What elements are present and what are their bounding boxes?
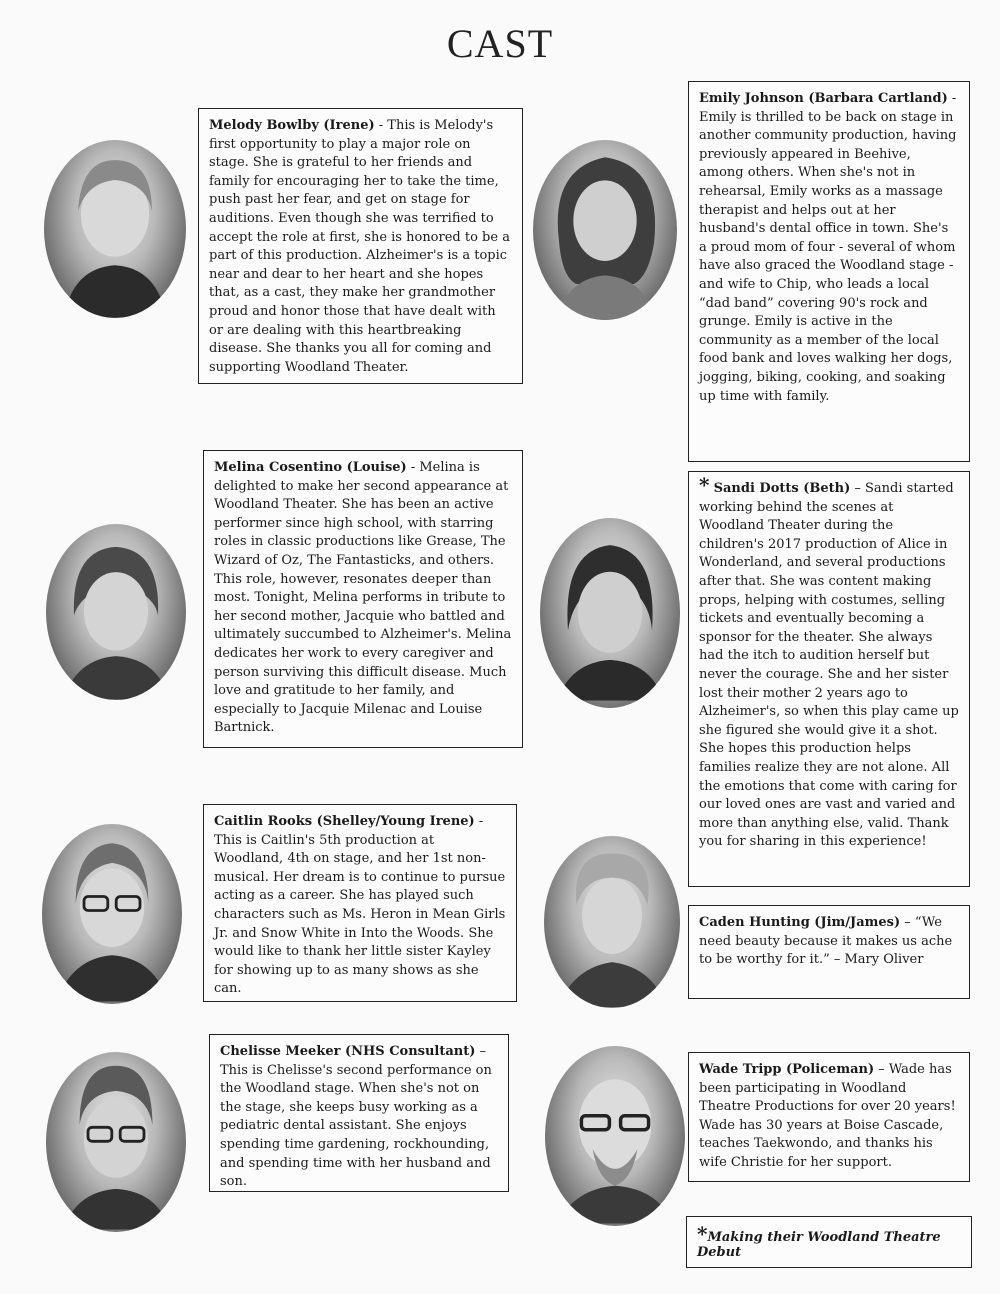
bio-sandi-dotts: * Sandi Dotts (Beth) – Sandi started working behind the scenes at Woodland Theater during the children's 2017 production of Alice in Wonderland, and several productions after that. She was content making props, helping with costumes, selling tickets and eventually becoming a sponsor for the theater. She always had the itch to audition herself but never the courage. She and her sister lost their mother 2 years ago to Alzheimer's, so when this play came up she figured she would give it a shot. She hopes this production helps families realize they are not alone. All the emotions that come with caring for our loved ones are vast and varied and more than anything else, valid. Thank you for sharing in this experience!	[688, 471, 970, 887]
cast-bio: Wade has been participating in Woodland Theatre Productions for over 20 years! Wade has 30 years at Boise Cascade, teaches Taekwondo, and thanks his wife Christie for her support.	[699, 1062, 956, 1170]
bio-wade-tripp: Wade Tripp (Policeman) – Wade has been participating in Woodland Theatre Productions for over 20 years! Wade has 30 years at Boise Cascade, teaches Taekwondo, and thanks his wife Christie for her support.	[688, 1052, 970, 1182]
portrait-emily-johnson	[533, 140, 677, 320]
portrait-chelisse-meeker	[46, 1052, 186, 1232]
page-title: CAST	[446, 21, 554, 66]
cast-bio: “We need beauty because it makes us ache to be worthy for it.” – Mary Oliver	[699, 915, 953, 968]
debut-star: *	[699, 473, 710, 497]
bio-emily-johnson: Emily Johnson (Barbara Cartland) - Emily is thrilled to be back on stage in another community production, having previously appeared in Beehive, among others. When she's not in rehearsal, Emily works as a massage therapist and helps out at her husband's dental office in town. She's a proud mom of four - several of whom have also graced the Woodland stage - and wife to Chip, who leads a local “dad band” covering 90's rock and grunge. Emily is active in the community as a member of the local food bank and loves walking her dogs, jogging, biking, cooking, and soaking up time with family.	[688, 81, 970, 462]
cast-name: Wade Tripp (Policeman)	[699, 1062, 875, 1077]
debut-note	[686, 1216, 972, 1268]
portrait-melody-bowlby	[44, 140, 186, 318]
cast-bio: This is Chelisse's second performance on the Woodland stage. When she's not on the stage, she keeps busy working as a pediatric dental assistant. She enjoys spending time gardening, rockhounding, and spending time with her husband and son.	[220, 1062, 492, 1190]
cast-bio: This is Melody's first opportunity to play a major role on stage. She is grateful to her friends and family for encouraging her to take the time, push past her fear, and get on stage for auditions. Even though she was terrified to accept the role at first, she is honored to be a part of this production. Alzheimer's is a topic near and dear to her heart and she hopes that, as a cast, they make her grandmother proud and honor those that have dealt with or are dealing with this heartbreaking disease. She thanks you all for coming and supporting Woodland Theater.	[209, 118, 510, 375]
cast-name: Melody Bowlby (Irene)	[209, 118, 375, 133]
portrait-wade-tripp	[545, 1046, 685, 1226]
cast-bio: Emily is thrilled to be back on stage in another community production, having previously appeared in Beehive, among others. When she's not in rehearsal, Emily works as a massage therapist and helps out at her husband's dental office in town. She's a proud mom of four - several of whom have also graced the Woodland stage - and wife to Chip, who leads a local “dad band” covering 90's rock and grunge. Emily is active in the community as a member of the local food bank and loves walking her dogs, jogging, biking, cooking, and soaking up time with family.	[699, 109, 957, 404]
cast-bio: Sandi started working behind the scenes at Woodland Theater during the children's 2017 production of Alice in Wonderland, and several productions after that. She was content making props, helping with costumes, selling tickets and eventually becoming a sponsor for the theater. She always had the itch to audition herself but never the courage. She and her sister lost their mother 2 years ago to Alzheimer's, so when this play came up she figured she would give it a shot. She hopes this production helps families realize they are not alone. All the emotions that come with caring for our loved ones are vast and varied and more than anything else, valid. Thank you for sharing in this experience!	[699, 481, 959, 850]
cast-name: Melina Cosentino (Louise)	[214, 460, 407, 475]
cast-bio: Melina is delighted to make her second appearance at Woodland Theater. She has been an active performer since high school, with starring roles in classic productions like Grease, The Wizard of Oz, The Fantasticks, and others. This role, however, resonates deeper than most. Tonight, Melina performs in tribute to her second mother, Jacquie who battled and ultimately succumbed to Alzheimer's. Melina dedicates her work to every caregiver and person surviving this difficult disease. Much love and gratitude to her family, and especially to Jacquie Milenac and Louise Bartnick.	[214, 460, 512, 736]
cast-name: Emily Johnson (Barbara Cartland)	[699, 91, 948, 106]
bio-caden-hunting: Caden Hunting (Jim/James) – “We need beauty because it makes us ache to be worthy for it.” – Mary Oliver	[688, 905, 970, 999]
bio-melina-cosentino: Melina Cosentino (Louise) - Melina is delighted to make her second appearance at Woodland Theater. She has been an active performer since high school, with starring roles in classic productions like Grease, The Wizard of Oz, The Fantasticks, and others. This role, however, resonates deeper than most. Tonight, Melina performs in tribute to her second mother, Jacquie who battled and ultimately succumbed to Alzheimer's. Melina dedicates her work to every caregiver and person surviving this difficult disease. Much love and gratitude to her family, and especially to Jacquie Milenac and Louise Bartnick.	[203, 450, 523, 748]
bio-caitlin-rooks: Caitlin Rooks (Shelley/Young Irene) - This is Caitlin's 5th production at Woodland, 4th on stage, and her 1st non-musical. Her dream is to continue to pursue acting as a career. She has played such characters such as Ms. Heron in Mean Girls Jr. and Snow White in Into the Woods. She would like to thank her little sister Kayley for showing up to as many shows as she can.	[203, 804, 517, 1002]
cast-name: Chelisse Meeker (NHS Consultant)	[220, 1044, 476, 1059]
cast-name: Caitlin Rooks (Shelley/Young Irene)	[214, 814, 475, 829]
portrait-caitlin-rooks	[42, 824, 182, 1004]
debut-star: *	[697, 1222, 708, 1246]
portrait-sandi-dotts	[540, 518, 680, 708]
portrait-caden-hunting	[544, 836, 680, 1008]
bio-chelisse-meeker: Chelisse Meeker (NHS Consultant) – This is Chelisse's second performance on the Woodland stage. When she's not on the stage, she keeps busy working as a pediatric dental assistant. She enjoys spending time gardening, rockhounding, and spending time with her husband and son.	[209, 1034, 509, 1192]
portrait-melina-cosentino	[46, 524, 186, 700]
debut-note-text: Making their Woodland Theatre Debut	[697, 1230, 941, 1260]
bio-melody-bowlby: Melody Bowlby (Irene) - This is Melody's first opportunity to play a major role on stage. She is grateful to her friends and family for encouraging her to take the time, push past her fear, and get on stage for auditions. Even though she was terrified to accept the role at first, she is honored to be a part of this production. Alzheimer's is a topic near and dear to her heart and she hopes that, as a cast, they make her grandmother proud and honor those that have dealt with or are dealing with this heartbreaking disease. She thanks you all for coming and supporting Woodland Theater.	[198, 108, 523, 384]
cast-name: Sandi Dotts (Beth)	[713, 481, 851, 496]
cast-bio: This is Caitlin's 5th production at Woodland, 4th on stage, and her 1st non-musical. Her dream is to continue to pursue acting as a career. She has played such characters such as Ms. Heron in Mean Girls Jr. and Snow White in Into the Woods. She would like to thank her little sister Kayley for showing up to as many shows as she can.	[214, 832, 506, 997]
cast-name: Caden Hunting (Jim/James)	[699, 915, 901, 930]
